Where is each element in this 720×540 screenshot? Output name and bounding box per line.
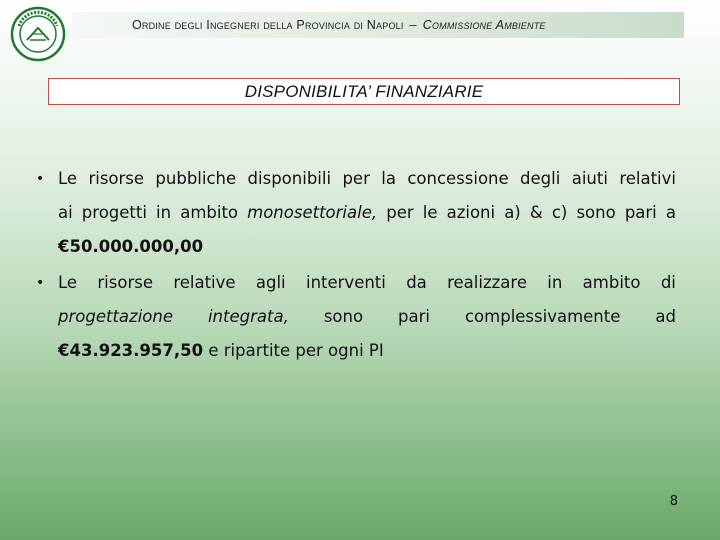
page-number: 8 (669, 494, 678, 509)
bullet-2-line-3 (58, 334, 676, 368)
bullet-2-word: ad (655, 307, 676, 326)
bullet-2-amount: €43.923.957,50 (58, 341, 204, 360)
logo-seal-icon (10, 6, 66, 62)
bullet-2-word: risorse (97, 273, 153, 292)
bullet-list (36, 162, 676, 368)
header-bar (72, 12, 684, 38)
bullet-1-line-2 (58, 196, 676, 230)
bullet-2-word: Le (58, 273, 78, 292)
bullet-2-word: da (406, 273, 427, 292)
bullet-1-line-2-post: per le azioni a) & c) sono pari a (377, 203, 676, 222)
bullet-dot-icon: • (36, 171, 45, 187)
bullet-2-word: ambito (582, 273, 641, 292)
bullet-2-word: agli (255, 273, 286, 292)
bullet-2-word: relative (173, 273, 236, 292)
bullet-2-word: realizzare (447, 273, 527, 292)
bullet-2-line-1 (58, 266, 676, 300)
bullet-1-italic-term: monosettoriale, (247, 203, 378, 222)
bullet-2-word: complessivamente (464, 307, 621, 326)
slide-title-text: DISPONIBILITA’ FINANZIARIE (244, 81, 484, 101)
bullet-2-word: in (547, 273, 563, 292)
bullet-1-amount: €50.000.000,00 (58, 237, 204, 256)
bullet-dot-icon: • (36, 275, 45, 291)
bullet-2-word: interventi (305, 273, 386, 292)
header-separator: – (409, 18, 417, 32)
bullet-2-word: integrata, (207, 307, 289, 326)
bullet-2-word: di (660, 273, 676, 292)
bullet-2-line-3-post: e ripartite per ogni PI (203, 341, 384, 360)
bullet-2-word: pari (398, 307, 430, 326)
bullet-2-word: sono (323, 307, 364, 326)
header-org: Ordine degli Ingegneri della Provincia di Napoli (132, 18, 404, 32)
bullet-item-2 (36, 266, 676, 368)
bullet-1-line-1: Le risorse pubbliche disponibili per la concessione degli aiuti relativi (58, 169, 676, 188)
slide-title (48, 78, 680, 105)
bullet-1-line-2-pre: ai progetti in ambito (58, 203, 248, 222)
bullet-item-1 (36, 162, 676, 264)
bullet-2-word: progettazione (58, 307, 173, 326)
bullet-2-line-2 (58, 300, 676, 334)
header-commission: Commissione Ambiente (422, 18, 546, 32)
